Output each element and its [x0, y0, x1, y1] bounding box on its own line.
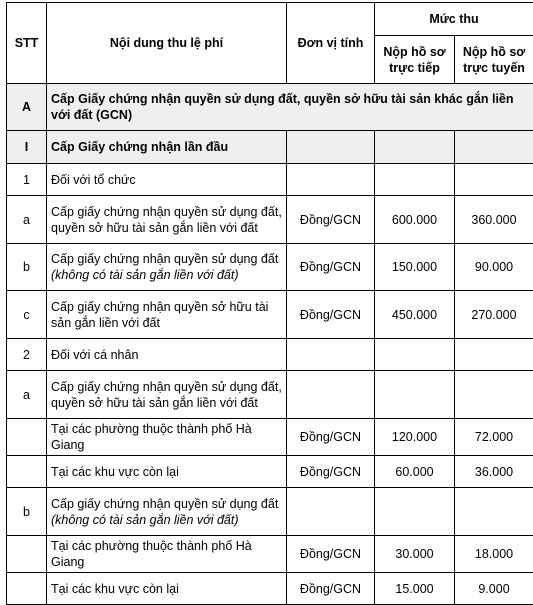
row-stt: a — [7, 371, 47, 419]
row-text: Cấp giấy chứng nhận quyền sở hữu tài sản gắn liền với đất — [47, 291, 287, 339]
row-stt: a — [7, 196, 47, 244]
row-unit: Đồng/GCN — [287, 573, 375, 605]
row-text-cell — [47, 488, 287, 536]
row-online: 72.000 — [455, 419, 533, 456]
row-unit: Đồng/GCN — [287, 244, 375, 291]
table-row — [7, 196, 533, 244]
table-row — [7, 371, 533, 419]
header-online: Nộp hồ sơ trực tuyến — [455, 36, 533, 84]
row-online: 36.000 — [455, 456, 533, 488]
header-fee: Mức thu — [375, 3, 533, 36]
row-direct: 150.000 — [375, 244, 455, 291]
row-stt: 1 — [7, 164, 47, 196]
row-stt: 2 — [7, 339, 47, 371]
row-online: 90.000 — [455, 244, 533, 291]
section-row-a — [7, 84, 533, 131]
row-text: Cấp giấy chứng nhận quyền sử dụng đất, quyền sở hữu tài sản gắn liền với đất — [47, 371, 287, 419]
row-text: Tại các phường thuộc thành phố Hà Giang — [47, 419, 287, 456]
row-text: Đối với tổ chức — [47, 164, 287, 196]
table-row — [7, 339, 533, 371]
row-online: 9.000 — [455, 573, 533, 605]
table-row — [7, 419, 533, 456]
row-stt: b — [7, 244, 47, 291]
row-online: 270.000 — [455, 291, 533, 339]
row-online: 18.000 — [455, 536, 533, 573]
row-direct: 60.000 — [375, 456, 455, 488]
row-unit: Đồng/GCN — [287, 456, 375, 488]
fee-table — [6, 2, 533, 605]
row-text: Cấp giấy chứng nhận quyền sử dụng đất, quyền sở hữu tài sản gắn liền với đất — [47, 196, 287, 244]
table-row — [7, 164, 533, 196]
row-online: 360.000 — [455, 196, 533, 244]
table-row — [7, 291, 533, 339]
row-stt: A — [7, 84, 47, 131]
row-note: (không có tài sản gắn liền với đất) — [51, 512, 282, 528]
row-text: Tại các phường thuộc thành phố Hà Giang — [47, 536, 287, 573]
table-row — [7, 244, 533, 291]
header-content: Nội dung thu lệ phí — [47, 3, 287, 84]
row-stt: I — [7, 131, 47, 164]
row-unit: Đồng/GCN — [287, 419, 375, 456]
row-text: Cấp Giấy chứng nhận lần đầu — [47, 131, 287, 164]
header-stt: STT — [7, 3, 47, 84]
table-row — [7, 456, 533, 488]
row-text-cell — [47, 244, 287, 291]
row-direct: 120.000 — [375, 419, 455, 456]
row-stt: c — [7, 291, 47, 339]
header-direct: Nộp hồ sơ trực tiếp — [375, 36, 455, 84]
row-text: Cấp Giấy chứng nhận quyền sử dụng đất, quyền sở hữu tài sản khác gắn liền với đất (GCN) — [47, 84, 533, 131]
row-direct: 600.000 — [375, 196, 455, 244]
row-unit: Đồng/GCN — [287, 291, 375, 339]
table-row — [7, 536, 533, 573]
row-text: Tại các khu vực còn lại — [47, 456, 287, 488]
row-direct: 450.000 — [375, 291, 455, 339]
row-note: (không có tài sản gắn liền với đất) — [51, 267, 282, 283]
row-direct: 30.000 — [375, 536, 455, 573]
row-text: Cấp giấy chứng nhận quyền sử dụng đất — [51, 496, 282, 512]
header-row — [7, 3, 533, 36]
table-row — [7, 488, 533, 536]
row-text: Tại các khu vực còn lại — [47, 573, 287, 605]
header-unit: Đơn vị tính — [287, 3, 375, 84]
row-unit: Đồng/GCN — [287, 536, 375, 573]
section-row-i — [7, 131, 533, 164]
row-stt: b — [7, 488, 47, 536]
row-text: Đối với cá nhân — [47, 339, 287, 371]
row-unit: Đồng/GCN — [287, 196, 375, 244]
row-text: Cấp giấy chứng nhận quyền sử dụng đất — [51, 251, 282, 267]
row-direct: 15.000 — [375, 573, 455, 605]
